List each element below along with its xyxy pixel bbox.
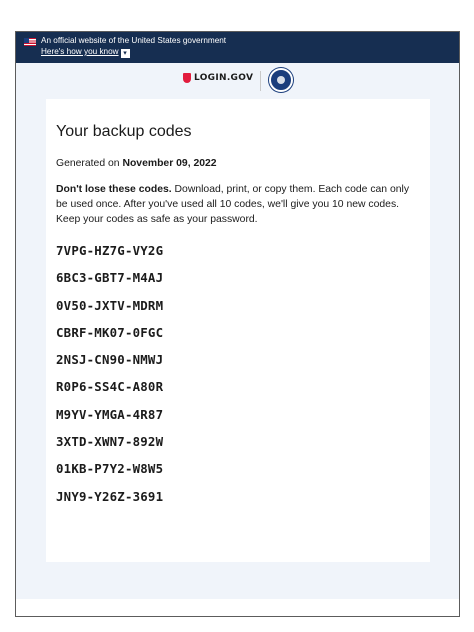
shield-icon (183, 73, 191, 83)
warning-bold: Don't lose these codes. (56, 184, 172, 195)
browser-page (15, 31, 460, 617)
backup-code: 2NSJ-CN90-NMWJ (56, 352, 164, 368)
generated-prefix: Generated on (56, 158, 123, 169)
backup-code: 7VPG-HZ7G-VY2G (56, 243, 164, 258)
footer-strip (16, 599, 459, 616)
gov-banner-text: An official website of the United States government (41, 36, 227, 45)
backup-code: JNY9-Y26Z-3691 (56, 488, 164, 504)
us-flag-icon (24, 38, 36, 46)
page-title: Your backup codes (56, 123, 192, 140)
agency-seal-icon (269, 68, 293, 92)
site-header (16, 63, 459, 98)
backup-code-list (56, 243, 420, 516)
backup-code: M9YV-YMGA-4R87 (56, 406, 164, 422)
login-gov-logo[interactable] (183, 73, 253, 83)
warning-body: Download, print, or copy them. Each code can only be used once. After you've used all 10 codes, we'll give you 10 new codes. Keep your codes as safe as your password. (56, 184, 410, 225)
chevron-down-icon: ▾ (121, 49, 130, 58)
warning-text (56, 182, 416, 227)
backup-code: 6BC3-GBT7-M4AJ (56, 270, 164, 286)
backup-code: 0V50-JXTV-MDRM (56, 297, 164, 313)
backup-code: 01KB-P7Y2-W8W5 (56, 461, 164, 477)
heres-how-you-know-link[interactable] (41, 47, 130, 58)
backup-codes-card (46, 99, 430, 562)
heres-how-you-know-label: Here's how you know (41, 47, 119, 56)
backup-code: CBRF-MK07-0FGC (56, 324, 164, 340)
header-divider (260, 71, 261, 91)
backup-code: R0P6-SS4C-A80R (56, 379, 164, 395)
gov-banner (16, 32, 459, 63)
generated-on-text (56, 157, 420, 171)
backup-code: 3XTD-XWN7-892W (56, 434, 164, 450)
generated-date: November 09, 2022 (122, 158, 217, 169)
logo-text: LOGIN.GOV (194, 73, 254, 83)
